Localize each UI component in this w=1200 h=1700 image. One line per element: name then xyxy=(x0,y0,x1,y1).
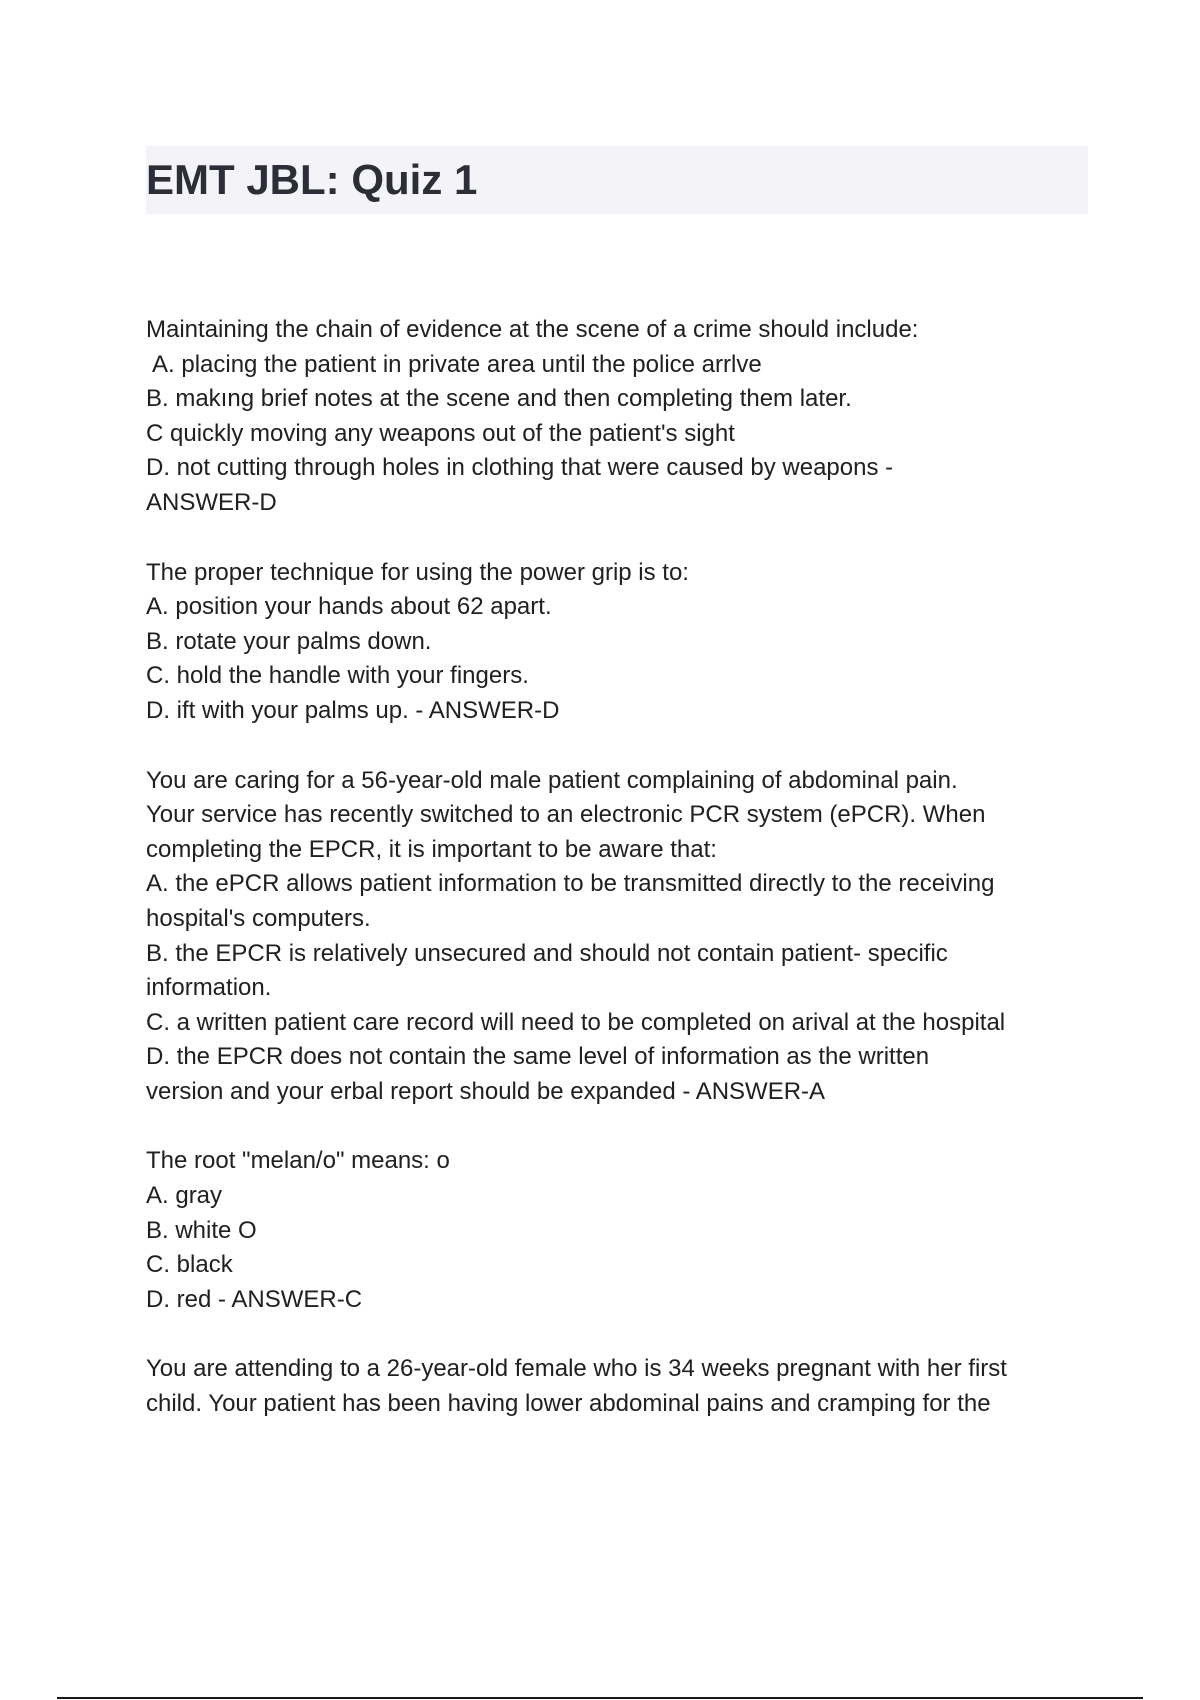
answer-option: C. a written patient care record will need to be completed on arival at the hospital xyxy=(146,1008,1006,1036)
title-banner xyxy=(146,146,1088,214)
answer-option: A. position your hands about 62 apart. xyxy=(146,593,552,621)
question-text: Maintaining the chain of evidence at the scene of a crime should include: xyxy=(146,316,919,343)
answer-option: A. placing the patient in private area until the police arrlve xyxy=(152,350,762,378)
question-text: You are caring for a 56-year-old male patient complaining of abdominal pain. xyxy=(146,766,958,794)
question-block-2 xyxy=(146,556,1106,729)
answer-option-with-key: D. red - ANSWER-C xyxy=(146,1285,363,1313)
answer-option: C. black xyxy=(146,1251,233,1279)
question-block-3 xyxy=(146,764,1106,1110)
question-text: The proper technique for using the power grip is to: xyxy=(146,558,689,586)
answer-option: B. white O xyxy=(146,1216,257,1244)
answer-option: B. makıng brief notes at the scene and then completing them later. xyxy=(146,385,852,413)
answer-option: B. the EPCR is relatively unsecured and should not contain patient- specific xyxy=(146,939,948,967)
question-text: The root "melan/o" means: o xyxy=(146,1147,450,1175)
answer-option: C quickly moving any weapons out of the patient's sight xyxy=(146,419,735,447)
answer-option-with-key: D. ift with your palms up. - ANSWER-D xyxy=(146,696,560,724)
document-title: EMT JBL: Quiz 1 xyxy=(146,156,478,203)
answer-option: A. gray xyxy=(146,1182,223,1210)
answer-option: C. hold the handle with your fingers. xyxy=(146,662,529,690)
answer-option: information. xyxy=(146,974,272,1002)
question-text: child. Your patient has been having lower abdominal pains and cramping for the xyxy=(146,1390,991,1418)
question-text: Your service has recently switched to an electronic PCR system (ePCR). When xyxy=(146,801,986,829)
answer-option: D. the EPCR does not contain the same level of information as the written xyxy=(146,1043,930,1071)
answer-option: D. not cutting through holes in clothing that were caused by weapons - xyxy=(146,454,894,482)
answer-option: A. the ePCR allows patient information to be transmitted directly to the receiving xyxy=(146,870,995,898)
answer-option-with-key: version and your erbal report should be expanded - ANSWER-A xyxy=(146,1077,826,1105)
answer-option: hospital's computers. xyxy=(146,904,371,932)
question-text: You are attending to a 26-year-old female who is 34 weeks pregnant with her first xyxy=(146,1355,1007,1383)
answer-option: B. rotate your palms down. xyxy=(146,627,432,655)
page-bottom-rule xyxy=(57,1697,1143,1699)
question-text: completing the EPCR, it is important to be aware that: xyxy=(146,835,717,863)
answer-key: ANSWER-D xyxy=(146,488,277,516)
question-block-1 xyxy=(146,313,1106,521)
quiz-content xyxy=(146,313,1106,1457)
question-block-5 xyxy=(146,1352,1106,1421)
question-block-4 xyxy=(146,1144,1106,1317)
